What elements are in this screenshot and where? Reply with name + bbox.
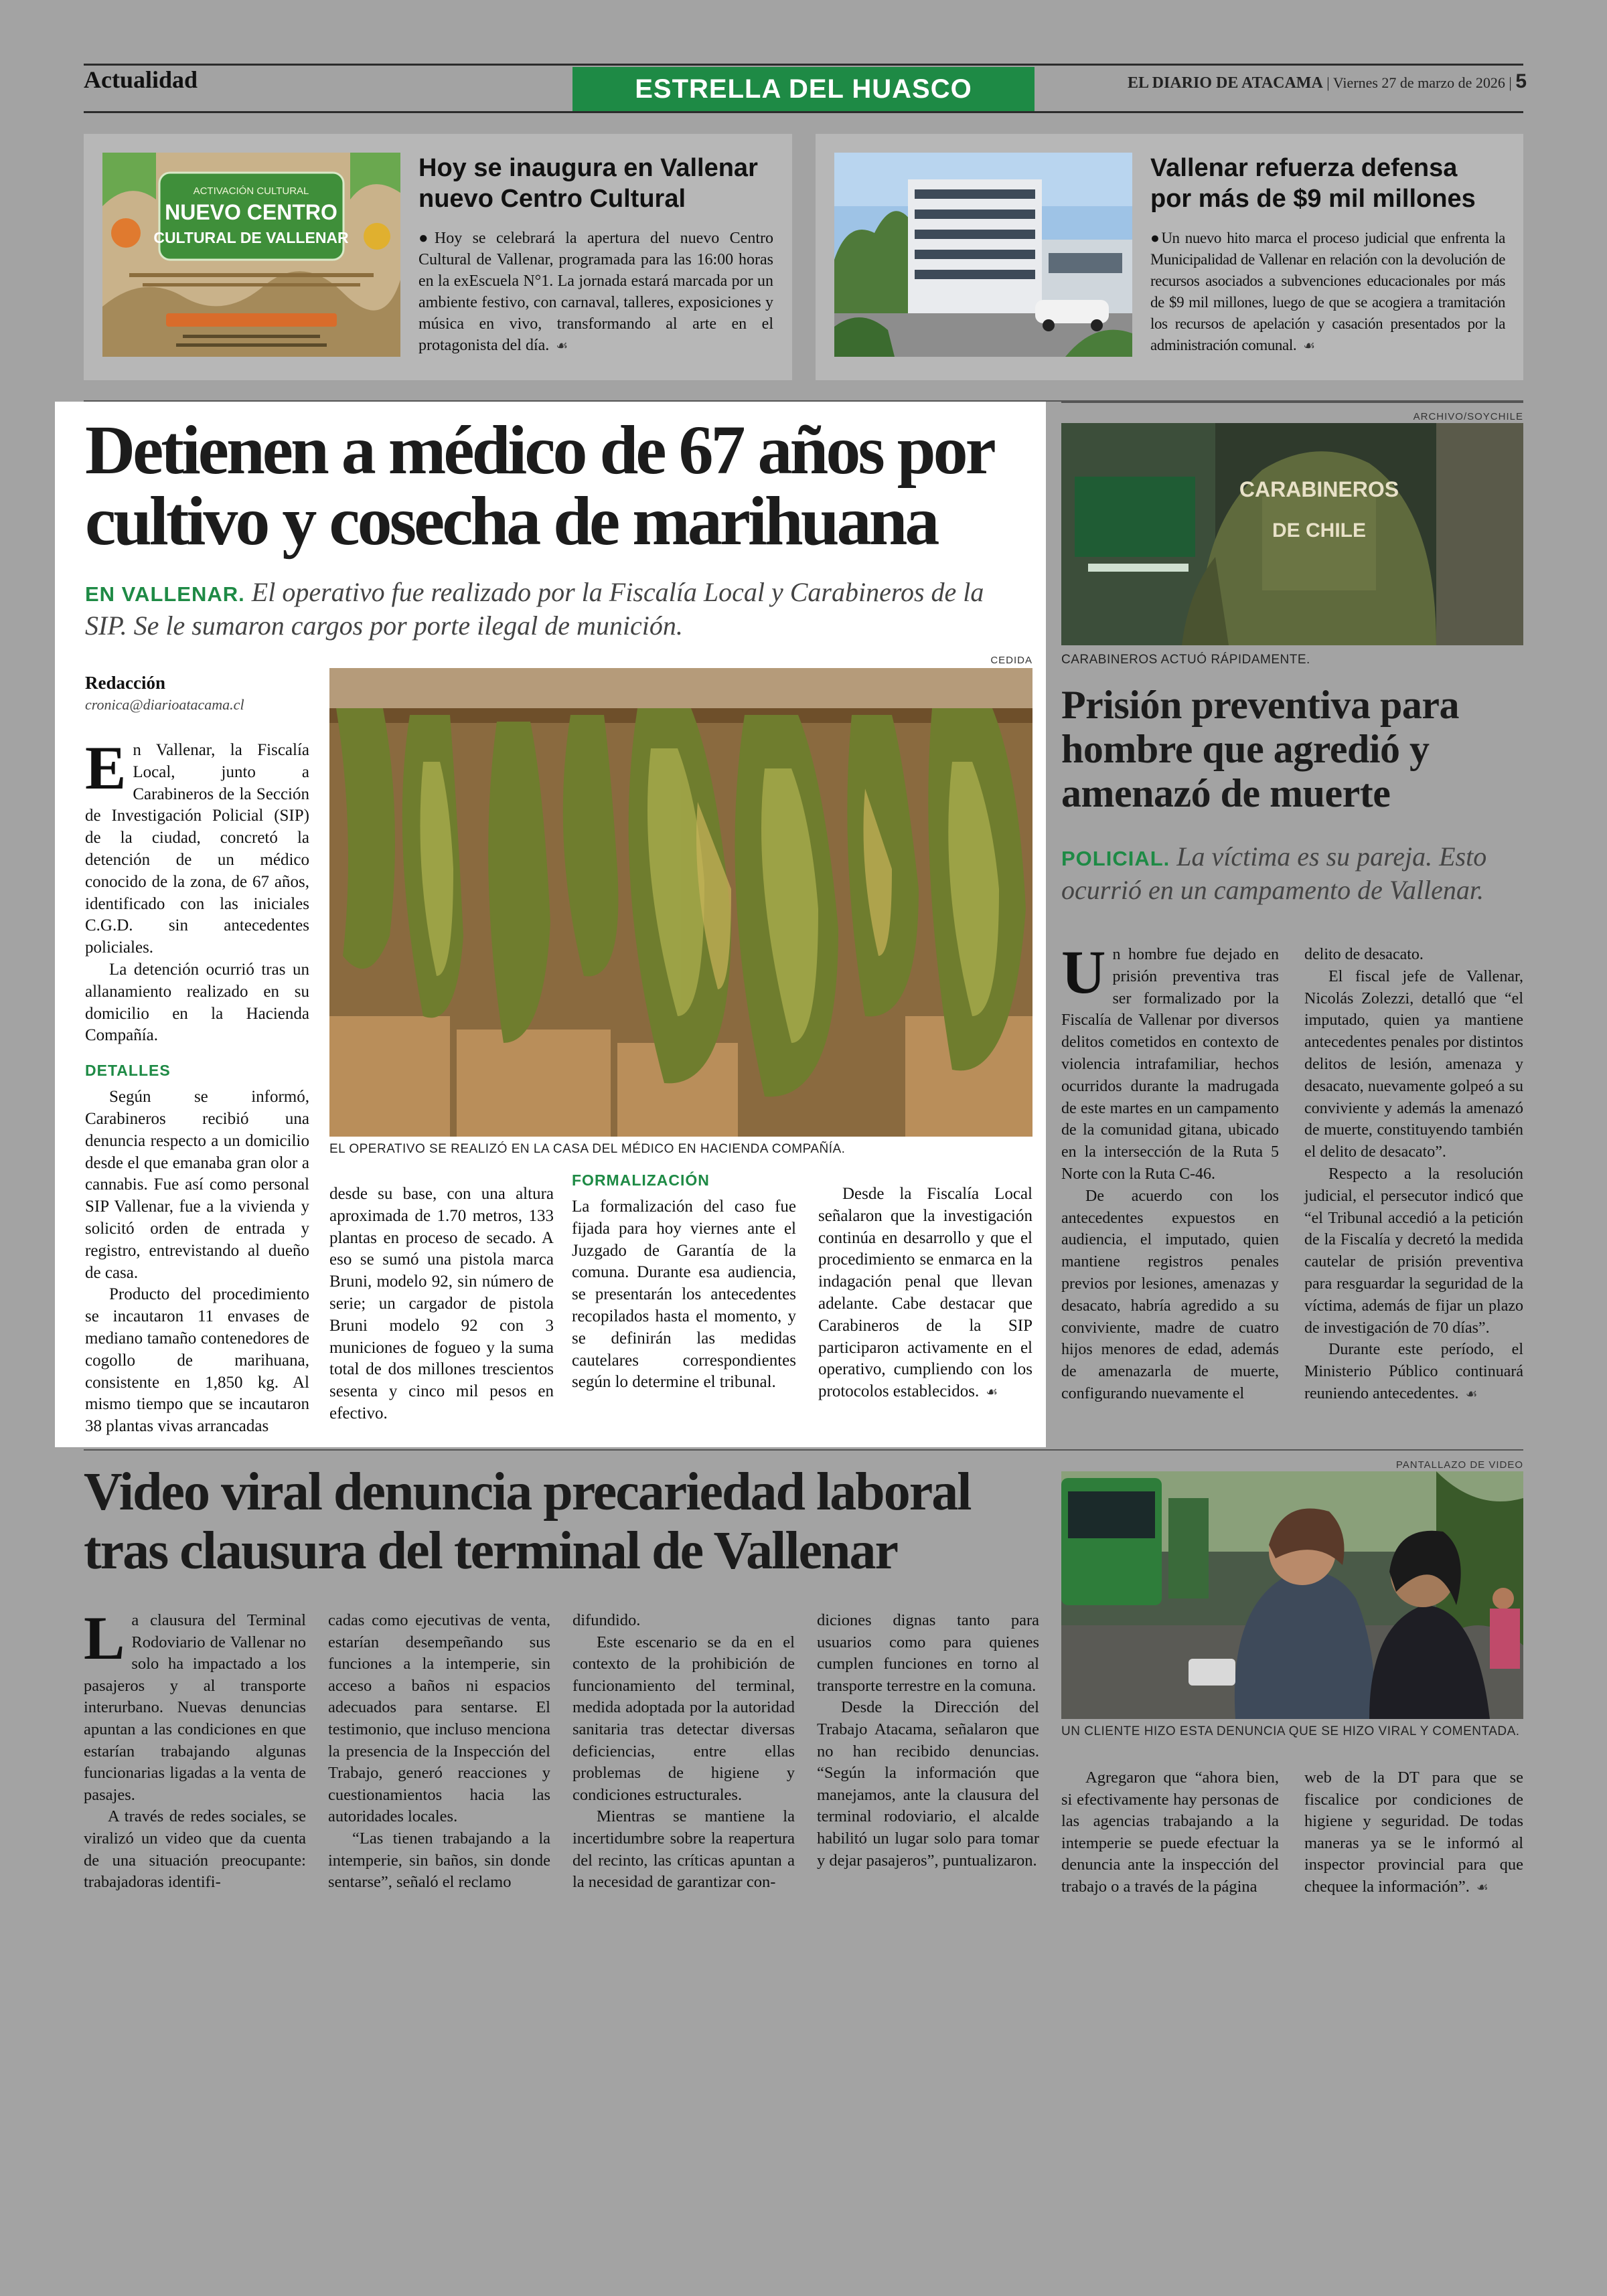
side-deck (1061, 840, 1530, 907)
drying-plants-graphic (329, 668, 1032, 1137)
side-headline[interactable]: Prisión preventiva para hombre que agredió y amenazó de muerte (1061, 683, 1460, 815)
side-column-1 (1061, 938, 1279, 1405)
photo-credit: CEDIDA (990, 655, 1032, 666)
masthead: ESTRELLA DEL HUASCO (572, 67, 1035, 111)
paragraph: cadas como ejecutivas de venta, estarían desempeñando sus funciones a la intemperie, sin acceso a baños ni espacios adecuados para sentarse. El testimonio, que incluso menciona la presencia de la Inspección del Trabajo, generó reacciones y cuestionamientos hacia las autoridades locales. (328, 1611, 550, 1826)
separator: | (1509, 74, 1516, 91)
end-mark-icon: ☙ (1476, 1878, 1488, 1895)
bottom-column-3 (572, 1610, 795, 1894)
side-deck-text: La víctima es su pareja. Esto ocurrió en un campamento de Vallenar. (1061, 841, 1487, 905)
terminal-video-graphic (1061, 1471, 1523, 1719)
paragraph: difundido. (572, 1611, 641, 1629)
teaser-body-text: Hoy se celebrará la apertura del nuevo Centro Cultural de Vallenar, programada para las 16:00 horas en la exEscuela N°1. La jornada estará marcada por un ambiente festivo, con carnaval, talleres, exposiciones y música en vivo, transformando al arte en el protagonista del día. (418, 230, 773, 354)
main-headline[interactable]: Detienen a médico de 67 años por cultivo y cosecha de marihuana (85, 412, 992, 560)
drop-cap: U (1061, 938, 1106, 1006)
main-column-2 (329, 1183, 554, 1425)
issue-date: Viernes 27 de marzo de 2026 (1332, 74, 1505, 91)
paragraph-text: a clausura del Terminal Rodoviario de Vallenar no solo ha impactado a los pasajeros y al transporte interurbano. Nuevas denuncias apuntan a las condiciones en que estarían trabajando algunas funcionarias ligadas a la venta de pasajes. (84, 1611, 306, 1804)
paragraph: “Las tienen trabajando a la intemperie, sin baños, sin donde sentarse”, señaló el reclamo (328, 1829, 550, 1892)
paragraph (85, 734, 309, 959)
side-kicker: POLICIAL. (1061, 847, 1170, 870)
paragraph (1304, 1339, 1523, 1404)
main-kicker: EN VALLENAR. (85, 582, 245, 606)
bottom-column-2 (328, 1610, 550, 1894)
teaser-body-text: Un nuevo hito marca el proceso judicial que enfrenta la Municipalidad de Vallenar en relación con la devolución de recursos asociados a subvenciones educacionales por más de $9 mil millones, luego de que se acogiera a tramitación los recursos de apelación y casación presentados por la administración comunal. (1150, 230, 1505, 353)
teaser-title[interactable]: Hoy se inaugura en Vallenar nuevo Centro Cultural (418, 154, 758, 213)
paragraph (84, 1604, 306, 1806)
paragraph-text: n Vallenar, la Fiscalía Local, junto a Carabineros de la Sección de Investigación Policial (SIP) de la ciudad, concretó la detención de un médico conocido de la zona, de 67 años, identificado con las iniciales C.G.D. sin antecedentes policiales. (85, 741, 309, 957)
paragraph-text: Desde la Fiscalía Local señalaron que la investigación continúa en desarrollo y que el procedimiento se enmarca en la indagación penal que llevan adelante. Cabe destacar que Carabineros de la SIP participaron activamente en el operativo, cumpliendo con los protocolos establecidos. (818, 1185, 1032, 1401)
paragraph: La formalización del caso fue fijada para hoy viernes ante el Juzgado de Garantía de la comuna. Durante esa audiencia, se presentarán los antecedentes recopilados hasta el momento, y se definirán las medidas cautelares correspondientes según lo determine el tribunal. (572, 1198, 796, 1392)
teaser-poster-image (102, 153, 400, 357)
paragraph: Producto del procedimiento se incautaron 11 envases de mediano tamaño contenedores de cogollo de marihuana, consistente en 1,850 kg. Al mismo tiempo que se incautaron 38 plantas vivas arrancadas (85, 1285, 309, 1436)
side-top-rule (1061, 402, 1523, 403)
bottom-top-rule (84, 1449, 1523, 1451)
end-mark-icon: ☙ (986, 1384, 998, 1400)
bottom-column-5 (1061, 1767, 1279, 1898)
side-column-2 (1304, 944, 1523, 1405)
paragraph: diciones dignas tanto para usuarios como para quienes cumplen funciones en torno al transporte terrestre en la comuna. (817, 1611, 1039, 1695)
paragraph: Este escenario se da en el contexto de la prohibición de funcionamiento del terminal, medida adoptada por la autoridad sanitaria tras detectar diversas deficiencias, entre ellas problemas de higiene y condiciones estructurales. (572, 1633, 795, 1804)
paragraph: Según se informó, Carabineros recibió una denuncia respecto a un domicilio desde el que emanaba gran olor a cannabis. Fue así como personal SIP Vallenar, fue a la vivienda y solicitó orden de entrada y registro, entrevistando al dueño de casa. (85, 1088, 309, 1282)
poster-line-1: ACTIVACIÓN CULTURAL (193, 185, 309, 197)
paragraph: Mientras se mantiene la incertidumbre sobre la reapertura del recinto, las críticas apuntan a la necesidad de garantizar con- (572, 1807, 795, 1892)
paragraph: Desde la Dirección del Trabajo Atacama, señalaron que no han recibido denuncias. “Según la información que manejamos, ante la clausura del terminal rodoviario, el alcalde habilitó un lugar solo para tomar y dejar pasajeros”, puntualizaron. (817, 1698, 1039, 1870)
paragraph: A través de redes sociales, se viralizó un video que da cuenta de una situación preocupante: trabajadoras identifi- (84, 1807, 306, 1892)
paragraph (818, 1183, 1032, 1403)
photo-credit: ARCHIVO/SOYCHILE (1413, 411, 1523, 422)
main-article (55, 402, 1046, 1447)
paragraph (1304, 1767, 1523, 1898)
paragraph-text: Durante este período, el Ministerio Público continuará reuniendo antecedentes. (1304, 1341, 1523, 1402)
poster-line-3: CULTURAL DE VALLENAR (153, 229, 349, 246)
end-mark-icon: ☙ (556, 337, 568, 353)
paragraph: De acuerdo con los antecedentes expuestos en audiencia, el imputado, quien mantiene registros penales previos por lesiones, amenazas y desacato, habría agredido a su conviviente, madre de cuatro hijos menores de edad, además de amenazarla de muerte, configurando nuevamente el (1061, 1187, 1279, 1402)
main-photo-caption: EL OPERATIVO SE REALIZÓ EN LA CASA DEL MÉDICO EN HACIENDA COMPAÑÍA. (329, 1142, 846, 1156)
header-top-rule (84, 64, 1523, 66)
paragraph-text: web de la DT para que se fiscalice por condiciones de higiene y seguridad. De todas maneras ya se le informó al inspector provincial para que chequee la información”. (1304, 1769, 1523, 1896)
separator: | (1326, 74, 1333, 91)
subhead-details: DETALLES (85, 1062, 171, 1080)
bullet-icon: ● (418, 230, 435, 247)
paragraph: El fiscal jefe de Vallenar, Nicolás Zolezzi, detalló que “el imputado, quien ya mantiene antecedentes penales por distintos delitos de lesión, amenaza y desacato, nuevamente golpeó a su conviviente y además la amenazó de muerte, constituyendo también el delito de desacato”. (1304, 967, 1523, 1161)
side-photo (1061, 423, 1523, 645)
poster-line-2: NUEVO CENTRO (165, 200, 337, 224)
header-bottom-rule (84, 111, 1523, 113)
paragraph: Respecto a la resolución judicial, el persecutor indicó que “el Tribunal accedió a la petición de la Fiscalía y decretó la medida cautelar de prisión preventiva para resguardar la seguridad de la víctima, además de fijar un plazo de investigación de 70 días”. (1304, 1165, 1523, 1337)
building-graphic (834, 153, 1132, 357)
bottom-column-6 (1304, 1767, 1523, 1898)
paragraph: delito de desacato. (1304, 946, 1424, 963)
paragraph-text: n hombre fue dejado en prisión preventiva tras ser formalizado por la Fiscalía de Vallenar por diversos delitos cometidos en contexto de violencia intrafamiliar, hechos ocurridos durante la madrugada de este martes en un campamento de la comunidad gitana, ubicado en la intersección de la Ruta 5 Norte con la Ruta C-46. (1061, 946, 1279, 1183)
photo-credit: PANTALLAZO DE VIDEO (1395, 1459, 1523, 1471)
byline: Redacción (85, 673, 165, 693)
paragraph: Agregaron que “ahora bien, si efectivamente hay personas de las agencias trabajando a la intemperie se puede efectuar la denuncia ante la inspección del trabajo o a través de la página (1061, 1769, 1279, 1896)
main-deck-text: El operativo fue realizado por la Fiscalía Local y Carabineros de la SIP. Se le sumaron cargos por porte ilegal de munición. (85, 577, 984, 641)
end-mark-icon: ☙ (1303, 337, 1315, 353)
main-column-1 (85, 734, 309, 1438)
drop-cap: E (85, 734, 127, 802)
side-photo-caption: CARABINEROS ACTUÓ RÁPIDAMENTE. (1061, 653, 1310, 667)
main-column-4 (818, 1183, 1032, 1403)
paragraph (1061, 938, 1279, 1185)
bottom-column-4 (817, 1610, 1039, 1872)
paper-name: EL DIARIO DE ATACAMA (1127, 74, 1323, 92)
bottom-photo-caption: UN CLIENTE HIZO ESTA DENUNCIA QUE SE HIZO VIRAL Y COMENTADA. (1061, 1724, 1520, 1738)
teaser-title[interactable]: Vallenar refuerza defensa por más de $9 mil millones (1150, 154, 1476, 213)
teaser-cultural-center[interactable] (84, 134, 792, 380)
drop-cap: L (84, 1604, 125, 1672)
page-number: 5 (1515, 70, 1527, 92)
paragraph: La detención ocurrió tras un allanamiento realizado en su domicilio en la Hacienda Compañía. (85, 960, 309, 1045)
badge-text-1: CARABINEROS (1239, 477, 1399, 501)
bullet-icon: ● (1150, 230, 1162, 246)
badge-text-2: DE CHILE (1272, 519, 1367, 542)
section-name: Actualidad (84, 66, 198, 93)
poster-graphic (102, 153, 400, 357)
bottom-photo (1061, 1471, 1523, 1719)
byline-email[interactable]: cronica@diarioatacama.cl (85, 696, 244, 713)
carabinero-graphic (1061, 423, 1523, 645)
main-deck (85, 576, 1029, 643)
teaser-vallenar-defense[interactable] (816, 134, 1523, 380)
subhead-formalization: FORMALIZACIÓN (572, 1171, 710, 1189)
main-column-3 (572, 1163, 796, 1394)
bottom-column-1 (84, 1604, 306, 1894)
bottom-headline[interactable]: Video viral denuncia precariedad laboral tras clausura del terminal de Vallenar (84, 1463, 971, 1580)
publication-info (1045, 70, 1527, 93)
paragraph: desde su base, con una altura aproximada de 1.70 metros, 133 plantas en proceso de secado. A eso se sumó una pistola marca Bruni, modelo 92, sin número de serie; un cargador de pistola Bruni modelo 92 con 3 municiones de fogueo y la suma total de dos millones trescientos sesenta y cinco mil pesos en efectivo. (329, 1185, 554, 1422)
main-photo (329, 668, 1032, 1137)
end-mark-icon: ☙ (1465, 1385, 1478, 1402)
teaser-building-photo (834, 153, 1132, 357)
teaser-body (418, 228, 773, 356)
teaser-body (1150, 228, 1505, 356)
